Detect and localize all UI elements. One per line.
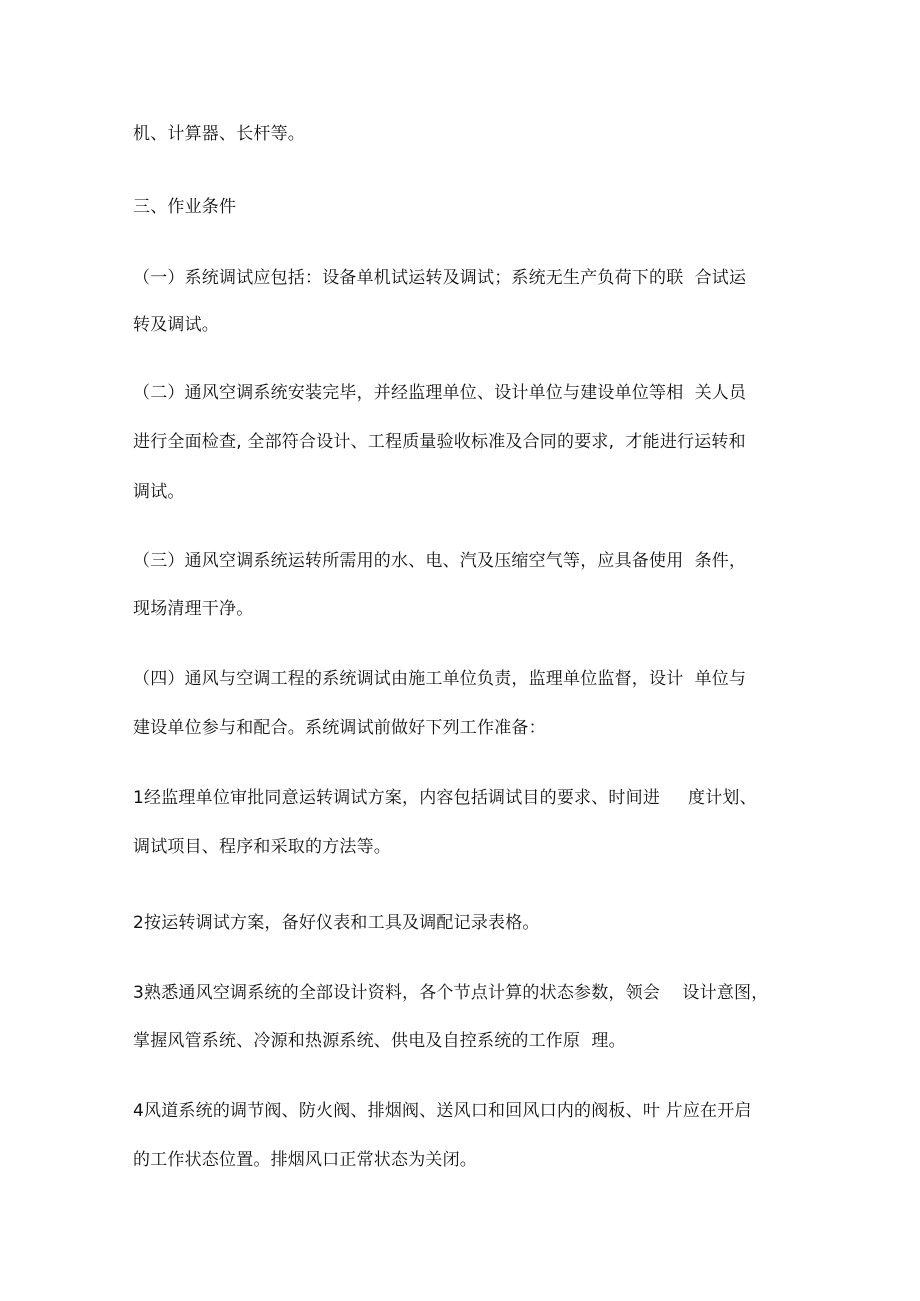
section-heading: 三、作业条件 (133, 197, 237, 217)
text-line: （四）通风与空调工程的系统调试由施工单位负责，监理单位监督，设计 单位与 (133, 669, 747, 689)
text-line: 机、计算器、长杆等。 (133, 124, 305, 144)
text-line: 建设单位参与和配合。系统调试前做好下列工作准备： (133, 718, 546, 738)
text-line: 进行全面检查, 全部符合设计、工程质量验收标准及合同的要求, 才能进行运转和 (133, 432, 746, 452)
text-line: （二）通风空调系统安装完毕，并经监理单位、设计单位与建设单位等相 关人员 (133, 383, 747, 403)
text-line: （一）系统调试应包括：设备单机试运转及调试；系统无生产负荷下的联 合试运 (133, 268, 747, 288)
text-line: 2按运转调试方案，备好仪表和工具及调配记录表格。 (133, 913, 540, 933)
text-line: 的工作状态位置。排烟风口正常状态为关闭。 (133, 1150, 477, 1170)
text-line: 调试项目、程序和采取的方法等。 (133, 837, 391, 857)
text-line: 3熟悉通风空调系统的全部设计资料，各个节点计算的状态参数，领会 设计意图， (133, 983, 769, 1003)
text-line: （三）通风空调系统运转所需用的水、电、汽及压缩空气等，应具备使用 条件， (133, 551, 747, 571)
text-line: 转及调试。 (133, 315, 219, 335)
text-line: 4风道系统的调节阀、防火阀、排烟阀、送风口和回风口内的阀板、叶 片应在开启 (133, 1101, 752, 1121)
text-line: 1经监理单位审批同意运转调试方案，内容包括调试目的要求、时间进 度计划、 (133, 788, 757, 808)
text-line: 掌握风管系统、冷源和热源系统、供电及自控系统的工作原 理。 (133, 1031, 626, 1051)
text-line: 调试。 (133, 482, 185, 502)
text-line: 现场清理干净。 (133, 599, 254, 619)
